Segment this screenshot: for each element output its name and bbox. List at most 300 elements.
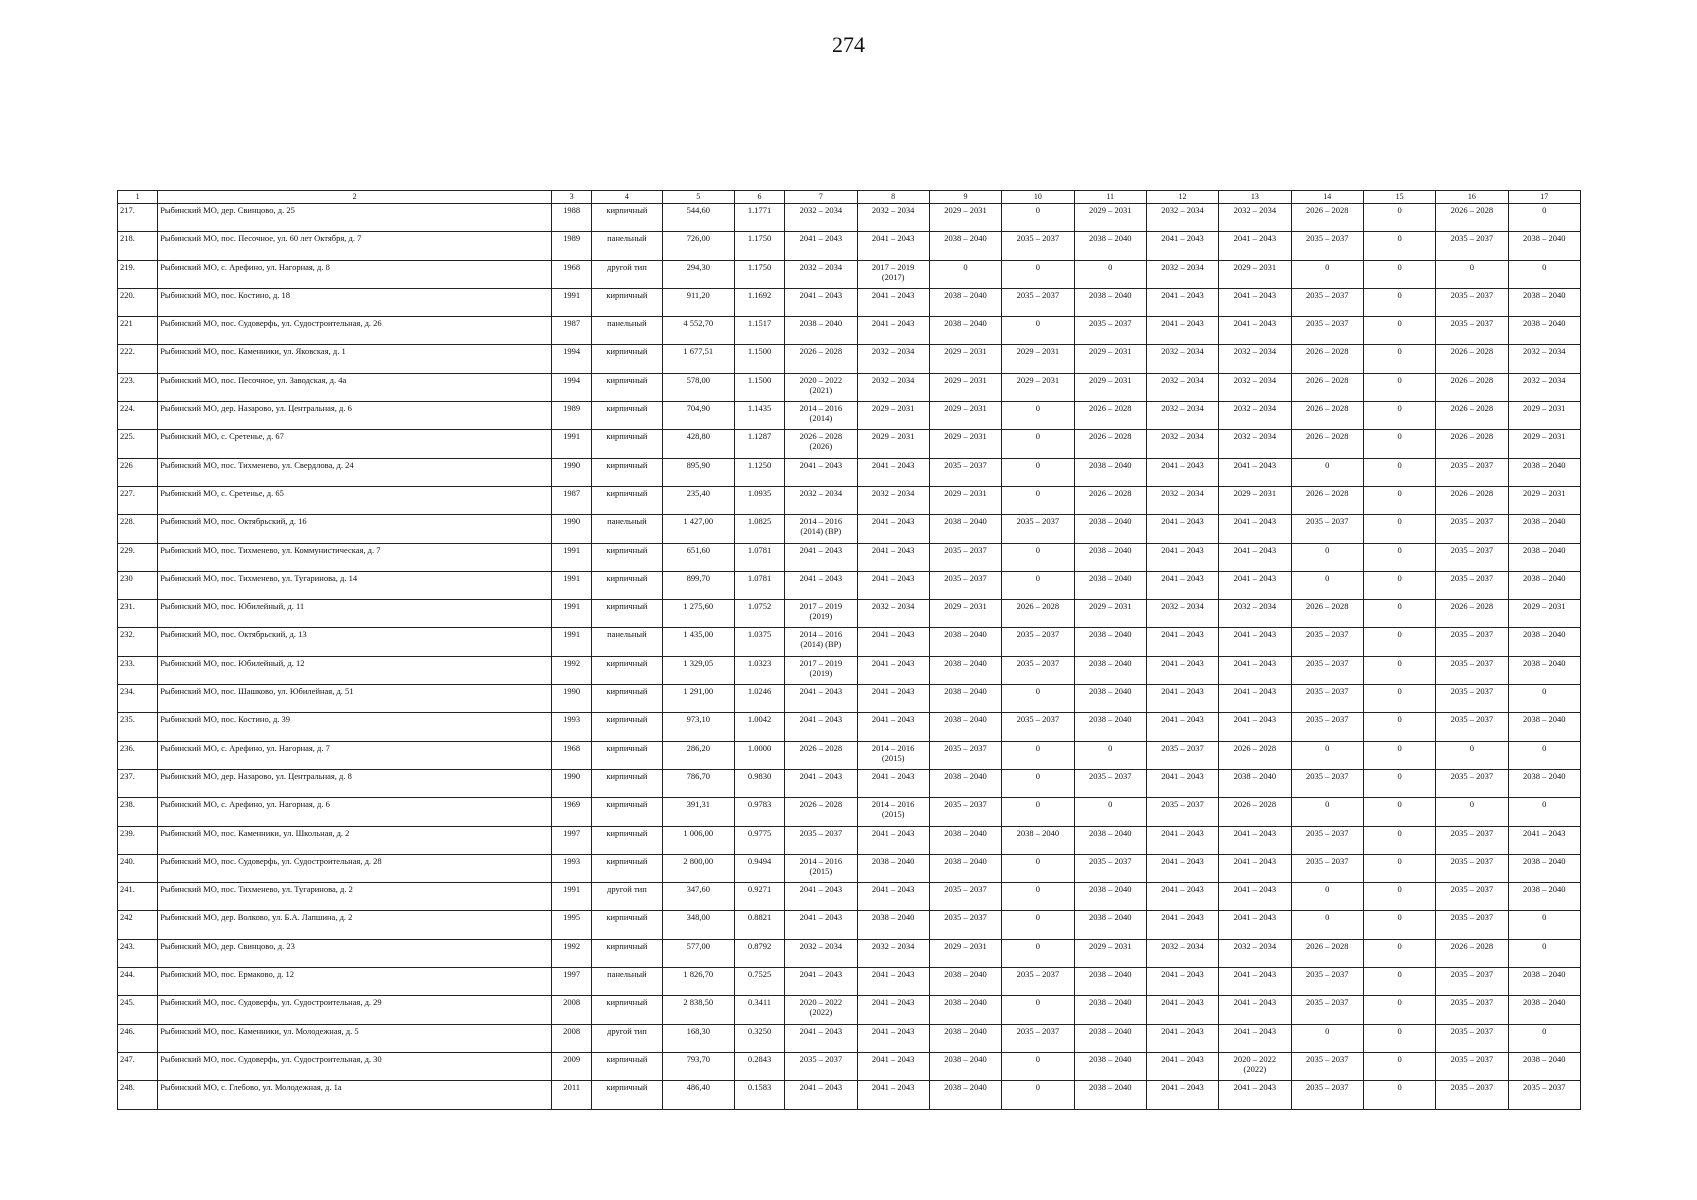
table-cell: 2041 – 2043 [857, 317, 929, 345]
table-cell: 2041 – 2043 [857, 996, 929, 1024]
table-cell: 2041 – 2043 [1219, 968, 1291, 996]
table-cell: 2032 – 2034 [1146, 939, 1218, 967]
table-cell: 2032 – 2034 [1219, 939, 1291, 967]
table-cell: 2041 – 2043 [1146, 769, 1218, 797]
table-cell: 2038 – 2040 [929, 1052, 1001, 1080]
table-cell: 2032 – 2034 [857, 373, 929, 401]
column-header-13: 13 [1219, 191, 1291, 204]
table-cell: 0 [1508, 260, 1580, 288]
table-cell: 2038 – 2040 [1074, 911, 1146, 939]
row-number-cell: 243. [118, 939, 158, 967]
table-cell: 2008 [552, 996, 592, 1024]
table-cell: 2032 – 2034 [1219, 373, 1291, 401]
table-cell: 2041 – 2043 [1146, 1052, 1218, 1080]
table-cell: 2035 – 2037 [1291, 1081, 1363, 1109]
table-cell: 2041 – 2043 [857, 685, 929, 713]
row-number-cell: 221 [118, 317, 158, 345]
table-cell: 348,00 [662, 911, 734, 939]
table-row [118, 826, 1581, 854]
table-cell: 2035 – 2037 [1436, 656, 1508, 684]
table-cell: 2035 – 2037 [1291, 656, 1363, 684]
table-cell: 286,20 [662, 741, 734, 769]
table-cell: другой тип [592, 1024, 662, 1052]
address-cell: Рыбинский МО, пос. Шашково, ул. Юбилейная, д. 51 [158, 685, 552, 713]
table-cell: 0 [1363, 741, 1435, 769]
column-header-2: 2 [158, 191, 552, 204]
address-cell: Рыбинский МО, пос. Судоверфь, ул. Судостроительная, д. 26 [158, 317, 552, 345]
table-cell: 0 [1436, 260, 1508, 288]
table-cell: 0 [1002, 402, 1074, 430]
table-cell: 2029 – 2031 [929, 600, 1001, 628]
table-cell: 0 [1363, 543, 1435, 571]
table-cell: 2038 – 2040 [929, 685, 1001, 713]
table-cell: 2038 – 2040 [1508, 713, 1580, 741]
table-cell: 2041 – 2043 [1146, 996, 1218, 1024]
table-row [118, 741, 1581, 769]
table-cell: 2041 – 2043 [1219, 543, 1291, 571]
table-cell: 2026 – 2028 [1436, 345, 1508, 373]
table-cell: кирпичный [592, 911, 662, 939]
table-cell: 0 [1074, 798, 1146, 826]
table-cell: 0 [929, 260, 1001, 288]
table-row [118, 486, 1581, 514]
table-cell: 2038 – 2040 [1508, 232, 1580, 260]
table-cell: 1 435,00 [662, 628, 734, 656]
table-cell: 2026 – 2028 [1074, 402, 1146, 430]
table-cell: 2035 – 2037 [1436, 628, 1508, 656]
table-cell: 1997 [552, 826, 592, 854]
table-cell: кирпичный [592, 713, 662, 741]
table-cell: 2041 – 2043 [1146, 1081, 1218, 1109]
table-cell: 2026 – 2028 [1291, 486, 1363, 514]
table-cell: 2035 – 2037 [1291, 317, 1363, 345]
table-cell: 2041 – 2043 [857, 628, 929, 656]
table-cell: 2041 – 2043 [785, 883, 857, 911]
table-cell: 2032 – 2034 [1508, 373, 1580, 401]
table-cell: 2038 – 2040 [929, 232, 1001, 260]
table-cell: 2035 – 2037 [1291, 288, 1363, 316]
table-cell: 168,30 [662, 1024, 734, 1052]
table-cell: 0 [1363, 854, 1435, 882]
table-row [118, 1052, 1581, 1080]
table-cell: 2032 – 2034 [1146, 486, 1218, 514]
row-number-cell: 240. [118, 854, 158, 882]
table-cell: 1991 [552, 600, 592, 628]
table-cell: 2038 – 2040 [1074, 288, 1146, 316]
table-cell: 2038 – 2040 [1508, 996, 1580, 1024]
table-cell: 2041 – 2043 [1146, 232, 1218, 260]
table-cell: 2038 – 2040 [1074, 1024, 1146, 1052]
table-cell: кирпичный [592, 1081, 662, 1109]
row-number-cell: 218. [118, 232, 158, 260]
table-cell: 2 838,50 [662, 996, 734, 1024]
table-cell: 1987 [552, 317, 592, 345]
table-cell: 1990 [552, 515, 592, 543]
table-cell: 1990 [552, 769, 592, 797]
table-cell: 2032 – 2034 [857, 204, 929, 232]
address-cell: Рыбинский МО, пос. Песочное, ул. 60 лет Октября, д. 7 [158, 232, 552, 260]
table-cell: 2041 – 2043 [1219, 288, 1291, 316]
table-cell: 2026 – 2028 [1436, 939, 1508, 967]
table-cell: 2038 – 2040 [1074, 656, 1146, 684]
table-cell: 2032 – 2034 [785, 486, 857, 514]
table-cell: 1 427,00 [662, 515, 734, 543]
table-row [118, 430, 1581, 458]
table-cell: 0 [1002, 260, 1074, 288]
table-cell: 2035 – 2037 [1436, 317, 1508, 345]
table-cell: 544,60 [662, 204, 734, 232]
table-row [118, 798, 1581, 826]
table-cell: 0.8792 [734, 939, 784, 967]
table-cell: 2035 – 2037 [1002, 515, 1074, 543]
table-cell: 2035 – 2037 [1074, 769, 1146, 797]
address-cell: Рыбинский МО, дер. Назарово, ул. Центральная, д. 8 [158, 769, 552, 797]
table-cell: 0 [1363, 911, 1435, 939]
row-number-cell: 237. [118, 769, 158, 797]
table-cell: 2035 – 2037 [1436, 996, 1508, 1024]
address-cell: Рыбинский МО, пос. Каменники, ул. Школьная, д. 2 [158, 826, 552, 854]
page-number: 274 [832, 32, 865, 57]
table-row [118, 543, 1581, 571]
table-cell: кирпичный [592, 996, 662, 1024]
table-cell: 2038 – 2040 [929, 515, 1001, 543]
table-cell: 0 [1363, 826, 1435, 854]
table-cell: 2035 – 2037 [785, 1052, 857, 1080]
table-cell: 2041 – 2043 [857, 656, 929, 684]
table-cell: 0 [1002, 798, 1074, 826]
table-cell: 2035 – 2037 [1436, 543, 1508, 571]
table-cell: 2017 – 2019 (2019) [785, 656, 857, 684]
table-cell: 0 [1508, 685, 1580, 713]
table-cell: 0 [1363, 317, 1435, 345]
table-cell: 2029 – 2031 [1002, 345, 1074, 373]
table-cell: 1988 [552, 204, 592, 232]
row-number-cell: 234. [118, 685, 158, 713]
table-cell: 2038 – 2040 [1508, 656, 1580, 684]
table-cell: 2029 – 2031 [929, 939, 1001, 967]
table-cell: кирпичный [592, 939, 662, 967]
table-cell: 0 [1002, 911, 1074, 939]
table-cell: 2038 – 2040 [1219, 769, 1291, 797]
table-cell: 0 [1363, 968, 1435, 996]
table-cell: 0 [1074, 260, 1146, 288]
table-cell: кирпичный [592, 854, 662, 882]
table-cell: 0 [1363, 260, 1435, 288]
table-cell: 2041 – 2043 [857, 769, 929, 797]
table-cell: 1989 [552, 232, 592, 260]
table-row [118, 968, 1581, 996]
table-body [118, 204, 1581, 1110]
table-cell: 0 [1436, 741, 1508, 769]
table-cell: 2014 – 2016 (2015) [857, 741, 929, 769]
table-cell: 1991 [552, 628, 592, 656]
table-cell: 2029 – 2031 [929, 373, 1001, 401]
table-cell: 0 [1291, 798, 1363, 826]
table-cell: 2035 – 2037 [1436, 769, 1508, 797]
row-number-cell: 246. [118, 1024, 158, 1052]
table-cell: 2041 – 2043 [857, 571, 929, 599]
table-cell: 1990 [552, 685, 592, 713]
table-cell: 2032 – 2034 [1146, 204, 1218, 232]
table-row [118, 232, 1581, 260]
table-cell: 2014 – 2016 (2014) (ВР) [785, 515, 857, 543]
table-cell: 4 552,70 [662, 317, 734, 345]
table-cell: 0.9775 [734, 826, 784, 854]
table-cell: 1.0935 [734, 486, 784, 514]
table-cell: 2041 – 2043 [1146, 713, 1218, 741]
table-cell: 2038 – 2040 [1508, 543, 1580, 571]
table-cell: 1 275,60 [662, 600, 734, 628]
table-cell: 0 [1363, 402, 1435, 430]
table-row [118, 883, 1581, 911]
row-number-cell: 229. [118, 543, 158, 571]
table-cell: 793,70 [662, 1052, 734, 1080]
table-cell: 1992 [552, 656, 592, 684]
table-cell: 2035 – 2037 [1291, 628, 1363, 656]
table-cell: 2032 – 2034 [785, 260, 857, 288]
table-cell: панельный [592, 515, 662, 543]
table-cell: 2035 – 2037 [929, 883, 1001, 911]
table-cell: 2035 – 2037 [929, 543, 1001, 571]
table-cell: 0 [1508, 939, 1580, 967]
table-cell: 1 826,70 [662, 968, 734, 996]
table-cell: 2038 – 2040 [1074, 1081, 1146, 1109]
column-header-4: 4 [592, 191, 662, 204]
table-cell: 0 [1002, 486, 1074, 514]
table-cell: 2041 – 2043 [857, 1052, 929, 1080]
table-cell: 2035 – 2037 [1436, 826, 1508, 854]
table-cell: 2038 – 2040 [1074, 685, 1146, 713]
row-number-cell: 245. [118, 996, 158, 1024]
table-cell: 578,00 [662, 373, 734, 401]
table-cell: 2035 – 2037 [929, 571, 1001, 599]
table-cell: 2041 – 2043 [1146, 826, 1218, 854]
table-cell: 2041 – 2043 [1146, 458, 1218, 486]
table-cell: 2029 – 2031 [1074, 345, 1146, 373]
table-cell: 0 [1002, 571, 1074, 599]
table-cell: 651,60 [662, 543, 734, 571]
address-cell: Рыбинский МО, пос. Октябрьский, д. 16 [158, 515, 552, 543]
table-cell: 0 [1363, 1081, 1435, 1109]
table-cell: 2035 – 2037 [929, 741, 1001, 769]
table-cell: 1991 [552, 288, 592, 316]
table-cell: 2041 – 2043 [1146, 854, 1218, 882]
row-number-cell: 220. [118, 288, 158, 316]
table-cell: 2038 – 2040 [929, 317, 1001, 345]
table-cell: 2038 – 2040 [1074, 543, 1146, 571]
table-cell: 899,70 [662, 571, 734, 599]
row-number-cell: 235. [118, 713, 158, 741]
table-cell: кирпичный [592, 1052, 662, 1080]
table-cell: 2026 – 2028 [785, 741, 857, 769]
table-cell: 2041 – 2043 [1146, 317, 1218, 345]
address-cell: Рыбинский МО, с. Сретенье, д. 65 [158, 486, 552, 514]
table-row [118, 939, 1581, 967]
table-cell: 0 [1363, 1052, 1435, 1080]
table-cell: 0.3411 [734, 996, 784, 1024]
table-cell: 2041 – 2043 [1219, 317, 1291, 345]
table-cell: 2032 – 2034 [1219, 430, 1291, 458]
table-cell: 2041 – 2043 [785, 571, 857, 599]
table-cell: 2026 – 2028 [1436, 204, 1508, 232]
table-cell: 1993 [552, 854, 592, 882]
table-cell: 2035 – 2037 [1436, 1052, 1508, 1080]
table-cell: 2041 – 2043 [785, 232, 857, 260]
address-cell: Рыбинский МО, пос. Судоверфь, ул. Судостроительная, д. 30 [158, 1052, 552, 1080]
column-header-1: 1 [118, 191, 158, 204]
table-cell: 2032 – 2034 [785, 204, 857, 232]
table-cell: 2041 – 2043 [785, 968, 857, 996]
table-cell: 2 800,00 [662, 854, 734, 882]
table-cell: 2041 – 2043 [785, 543, 857, 571]
table-cell: 0 [1363, 939, 1435, 967]
table-cell: 2035 – 2037 [1146, 798, 1218, 826]
table-row [118, 317, 1581, 345]
table-cell: 2041 – 2043 [857, 288, 929, 316]
table-cell: 2032 – 2034 [857, 345, 929, 373]
table-cell: панельный [592, 232, 662, 260]
table-cell: 1993 [552, 713, 592, 741]
table-cell: кирпичный [592, 798, 662, 826]
table-cell: 2041 – 2043 [1146, 288, 1218, 316]
table-cell: 2041 – 2043 [785, 288, 857, 316]
table-cell: 428,80 [662, 430, 734, 458]
table-cell: 2029 – 2031 [929, 204, 1001, 232]
address-cell: Рыбинский МО, пос. Судоверфь, ул. Судостроительная, д. 28 [158, 854, 552, 882]
table-cell: кирпичный [592, 486, 662, 514]
table-cell: 2029 – 2031 [1002, 373, 1074, 401]
table-cell: 2014 – 2016 (2014) [785, 402, 857, 430]
table-cell: 2029 – 2031 [929, 430, 1001, 458]
column-header-12: 12 [1146, 191, 1218, 204]
table-cell: 2038 – 2040 [1508, 883, 1580, 911]
row-number-cell: 219. [118, 260, 158, 288]
table-cell: 2035 – 2037 [1291, 515, 1363, 543]
table-cell: 895,90 [662, 458, 734, 486]
table-cell: кирпичный [592, 826, 662, 854]
table-cell: 0.9783 [734, 798, 784, 826]
table-cell: 1.0781 [734, 571, 784, 599]
table-cell: 2041 – 2043 [857, 826, 929, 854]
address-cell: Рыбинский МО, пос. Ермаково, д. 12 [158, 968, 552, 996]
table-cell: 486,40 [662, 1081, 734, 1109]
table-cell: 2029 – 2031 [857, 430, 929, 458]
table-row [118, 996, 1581, 1024]
table-cell: 2041 – 2043 [857, 713, 929, 741]
table-cell: 2041 – 2043 [1508, 826, 1580, 854]
table-cell: 1968 [552, 741, 592, 769]
table-cell: 0.7525 [734, 968, 784, 996]
table-cell: 0 [1363, 430, 1435, 458]
table-cell: 2038 – 2040 [929, 769, 1001, 797]
table-cell: 2041 – 2043 [1146, 911, 1218, 939]
table-cell: 2035 – 2037 [1436, 1081, 1508, 1109]
table-cell: 2032 – 2034 [1219, 204, 1291, 232]
table-cell: 2041 – 2043 [1219, 232, 1291, 260]
table-cell: 2026 – 2028 [1002, 600, 1074, 628]
table-cell: 2014 – 2016 (2014) (ВР) [785, 628, 857, 656]
table-cell: кирпичный [592, 769, 662, 797]
table-cell: 2038 – 2040 [929, 854, 1001, 882]
table-row [118, 854, 1581, 882]
table-cell: 1991 [552, 883, 592, 911]
table-cell: 0 [1363, 798, 1435, 826]
table-row [118, 345, 1581, 373]
address-cell: Рыбинский МО, с. Арефино, ул. Нагорная, д. 7 [158, 741, 552, 769]
table-cell: 1989 [552, 402, 592, 430]
address-cell: Рыбинский МО, дер. Назарово, ул. Центральная, д. 6 [158, 402, 552, 430]
table-cell: 2032 – 2034 [1219, 402, 1291, 430]
table-cell: 1990 [552, 458, 592, 486]
table-cell: 2038 – 2040 [1002, 826, 1074, 854]
table-cell: 2026 – 2028 [785, 798, 857, 826]
table-cell: 2029 – 2031 [1074, 373, 1146, 401]
table-cell: 2041 – 2043 [1146, 515, 1218, 543]
table-cell: 1 006,00 [662, 826, 734, 854]
table-cell: кирпичный [592, 543, 662, 571]
table-cell: 2035 – 2037 [929, 798, 1001, 826]
table-cell: 2035 – 2037 [1436, 288, 1508, 316]
table-cell: 294,30 [662, 260, 734, 288]
table-cell: другой тип [592, 883, 662, 911]
table-cell: 786,70 [662, 769, 734, 797]
table-cell: 0 [1002, 430, 1074, 458]
table-cell: 2035 – 2037 [1002, 968, 1074, 996]
table-cell: кирпичный [592, 204, 662, 232]
address-cell: Рыбинский МО, пос. Костино, д. 39 [158, 713, 552, 741]
column-header-7: 7 [785, 191, 857, 204]
table-cell: 2017 – 2019 (2017) [857, 260, 929, 288]
table-cell: 0 [1002, 458, 1074, 486]
address-cell: Рыбинский МО, пос. Каменники, ул. Молодежная, д. 5 [158, 1024, 552, 1052]
table-cell: 0.9830 [734, 769, 784, 797]
table-cell: 2041 – 2043 [1219, 1024, 1291, 1052]
table-cell: 2038 – 2040 [1508, 854, 1580, 882]
table-cell: 2041 – 2043 [1146, 656, 1218, 684]
table-cell: 1.1517 [734, 317, 784, 345]
table-cell: 2041 – 2043 [857, 515, 929, 543]
table-cell: 2035 – 2037 [1291, 1052, 1363, 1080]
table-row [118, 685, 1581, 713]
table-cell: 2026 – 2028 (2026) [785, 430, 857, 458]
table-cell: 2032 – 2034 [785, 939, 857, 967]
table-cell: 2009 [552, 1052, 592, 1080]
table-cell: 2032 – 2034 [1146, 600, 1218, 628]
table-cell: 347,60 [662, 883, 734, 911]
row-number-cell: 222. [118, 345, 158, 373]
register-table [117, 190, 1581, 1110]
table-cell: кирпичный [592, 288, 662, 316]
table-cell: 0 [1363, 373, 1435, 401]
table-cell: 0 [1363, 288, 1435, 316]
table-cell: кирпичный [592, 685, 662, 713]
table-cell: 2032 – 2034 [857, 600, 929, 628]
table-cell: 2032 – 2034 [857, 939, 929, 967]
table-cell: 1.1435 [734, 402, 784, 430]
row-number-cell: 230 [118, 571, 158, 599]
table-cell: 1.1750 [734, 260, 784, 288]
row-number-cell: 241. [118, 883, 158, 911]
table-cell: 2026 – 2028 [1291, 345, 1363, 373]
table-cell: 0 [1291, 571, 1363, 599]
table-cell: 0 [1363, 486, 1435, 514]
table-cell: 2038 – 2040 [1074, 515, 1146, 543]
table-cell: 1.0000 [734, 741, 784, 769]
table-cell: 2029 – 2031 [929, 402, 1001, 430]
table-cell: 1.0375 [734, 628, 784, 656]
table-cell: 2026 – 2028 [1074, 430, 1146, 458]
table-cell: 2041 – 2043 [1219, 911, 1291, 939]
